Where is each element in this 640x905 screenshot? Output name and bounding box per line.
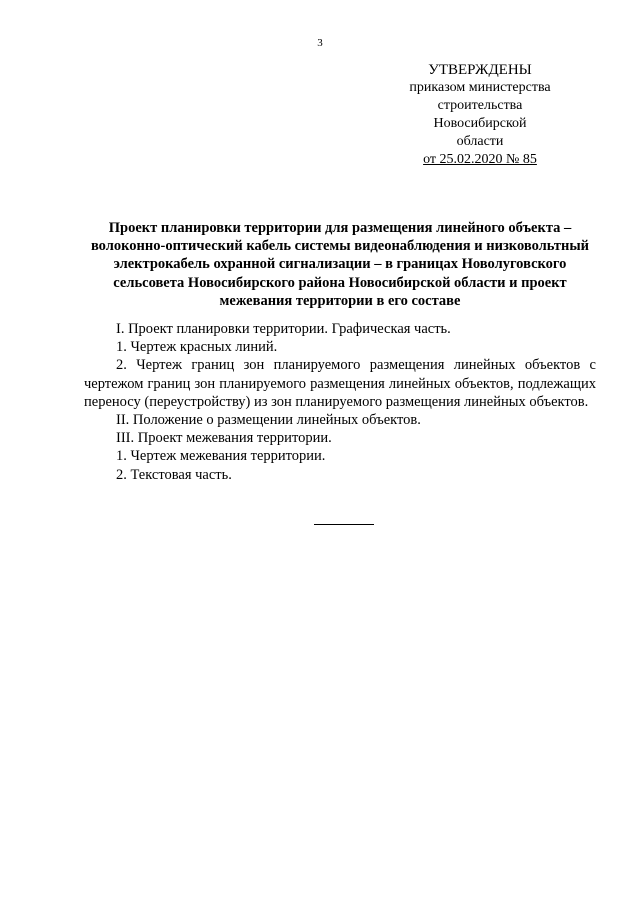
contents-item-section-3: III. Проект межевания территории. (116, 430, 332, 447)
contents-item-section-2: II. Положение о размещении линейных объектов. (116, 412, 421, 429)
page-number: 3 (317, 37, 323, 49)
contents-list (84, 320, 596, 484)
contents-item-text-part: 2. Текстовая часть. (116, 466, 232, 483)
approval-line-2: строительства Новосибирской (433, 98, 527, 131)
contents-item-zone-boundaries: 2. Чертеж границ зон планируемого размещения линейных объектов с чертежом границ зон планируемого размещения линейных объектов, подлежащих переносу (переустройству) из зон планируемого размещения линейных объектов. (84, 357, 596, 410)
approval-line-1: приказом министерства (409, 80, 551, 95)
approval-heading: УТВЕРЖДЕНЫ (428, 62, 532, 78)
contents-item-section-1: I. Проект планировки территории. Графическая часть. (116, 321, 451, 337)
approval-line-3: области (456, 134, 504, 149)
end-divider (314, 524, 374, 525)
document-title: Проект планировки территории для размещения линейного объекта – волоконно-оптический кабель системы видеонаблюдения и низковольтный электрокабель охранной сигнализации – в границах Новолуговского сельсовета Новосибирского района Новосибирской области и проект межевания территории в его составе (90, 220, 590, 309)
contents-item-survey-drawing: 1. Чертеж межевания территории. (116, 448, 326, 465)
approval-date-number: от 25.02.2020 № 85 (423, 152, 537, 167)
contents-item-red-lines: 1. Чертеж красных линий. (116, 339, 278, 356)
approval-block (390, 61, 570, 169)
